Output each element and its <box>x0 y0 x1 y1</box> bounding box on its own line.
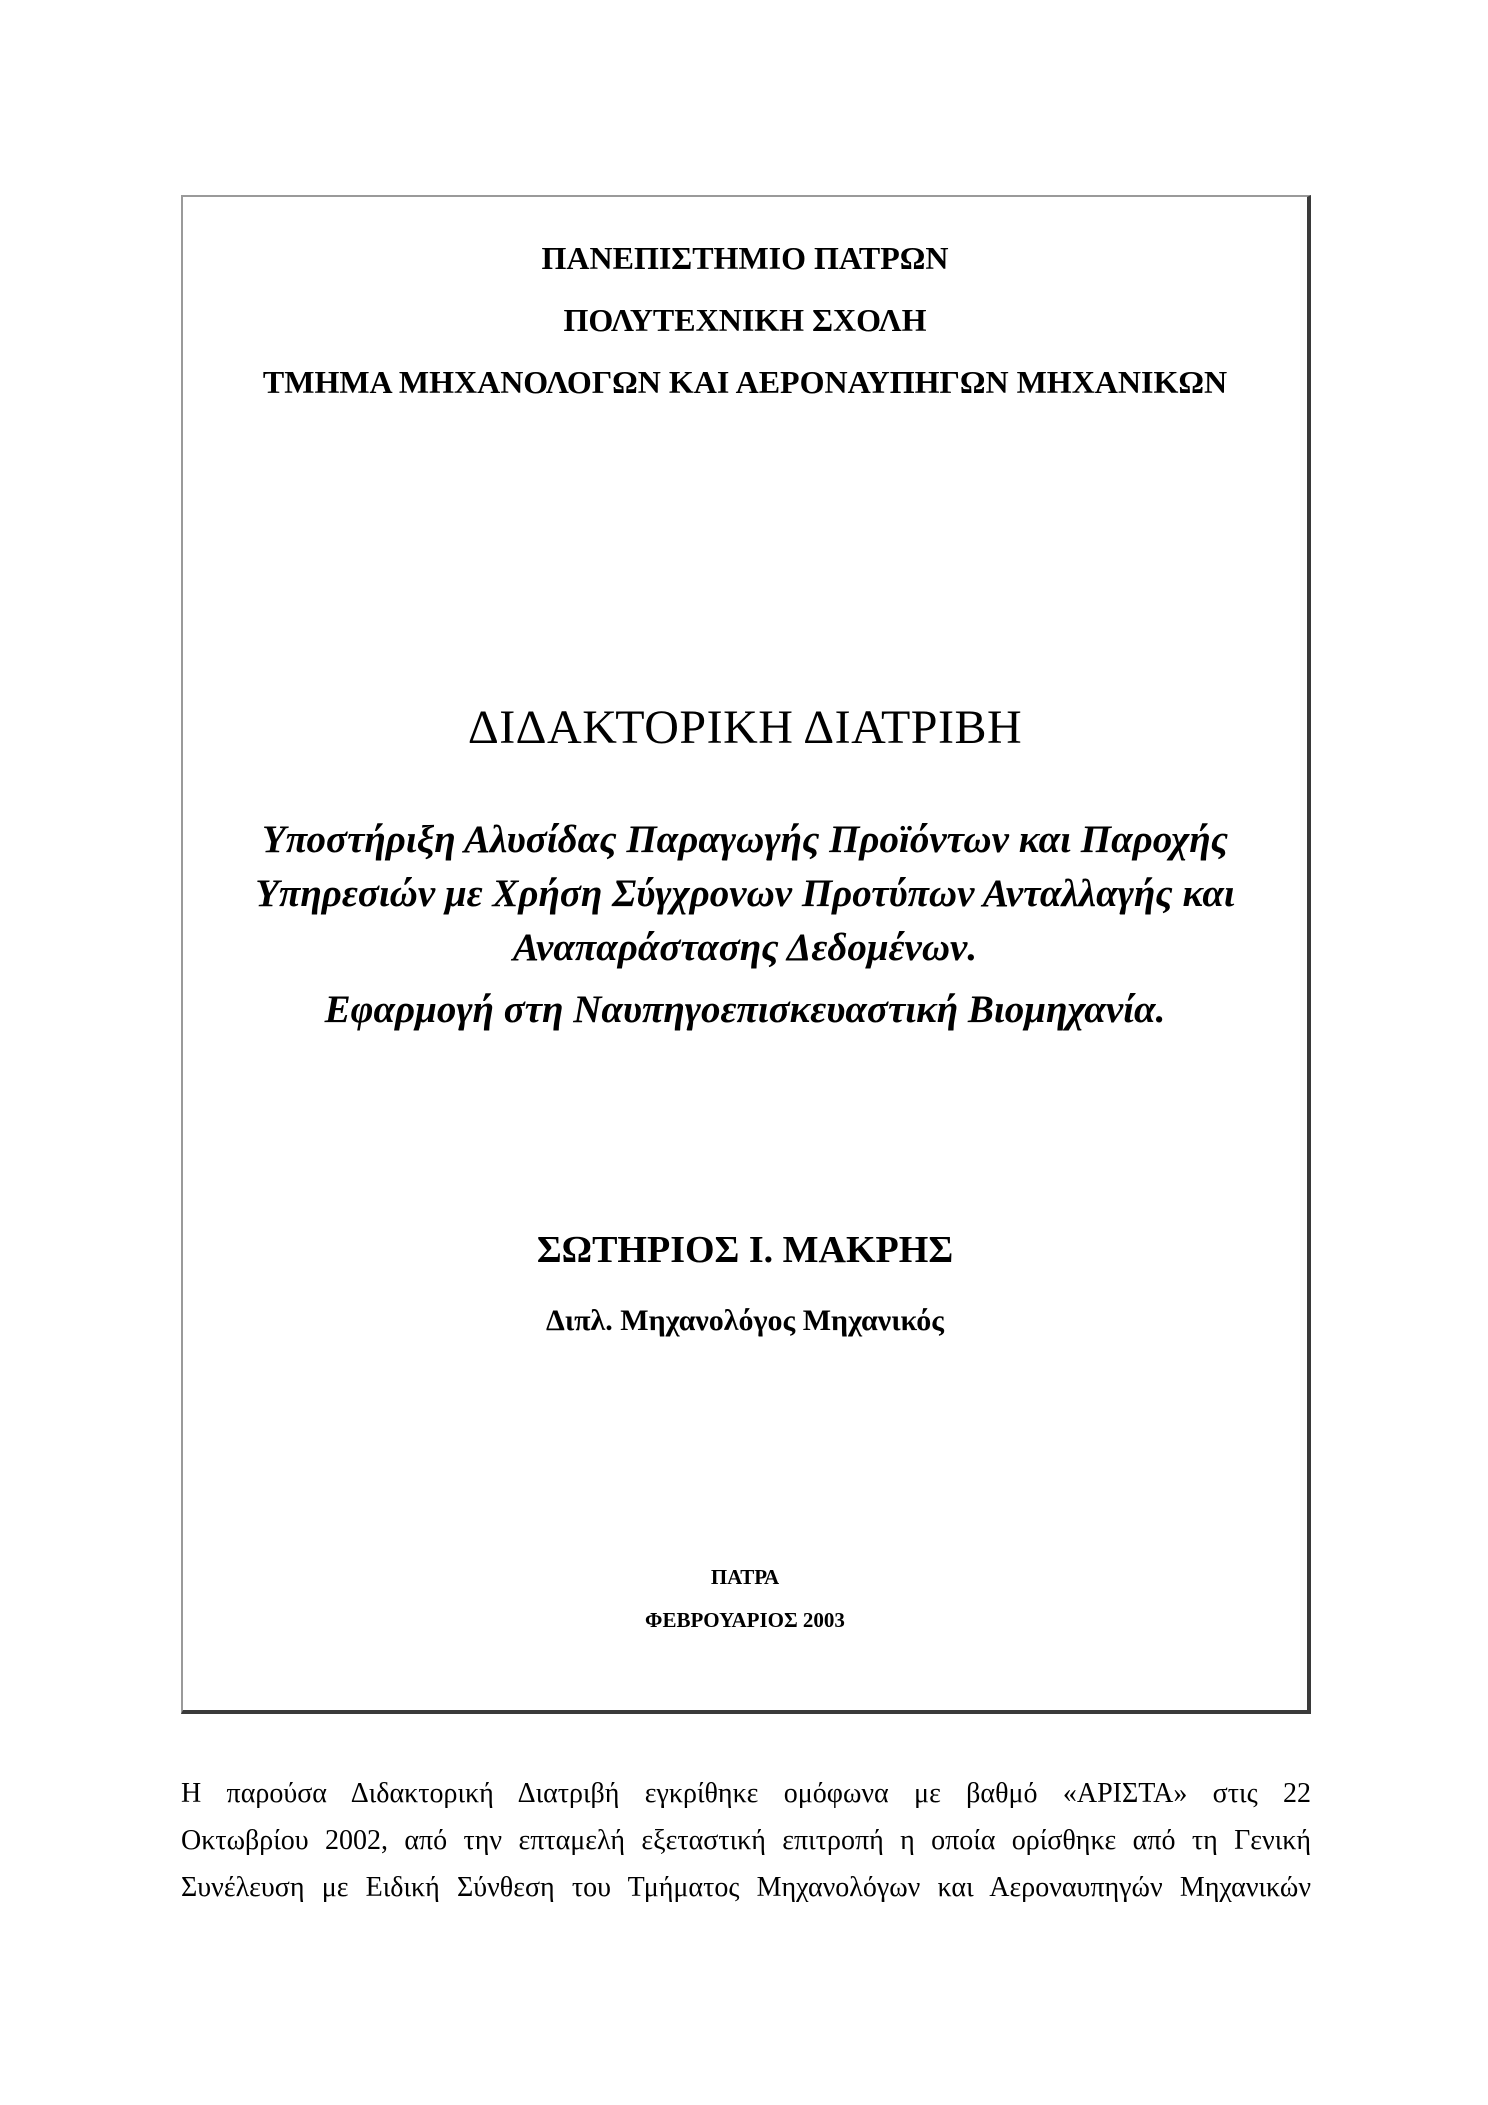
title-line-1: Υποστήριξη Αλυσίδας Παραγωγής Προϊόντων και Παροχής <box>262 818 1228 861</box>
approval-paragraph <box>181 1770 1311 1911</box>
title-line-3: Αναπαράστασης Δεδομένων. <box>512 926 978 969</box>
author-name: ΣΩΤΗΡΙΟΣ Ι. ΜΑΚΡΗΣ <box>536 1229 954 1271</box>
thesis-type: ΔΙΔΑΚΤΟΡΙΚΗ ΔΙΑΤΡΙΒΗ <box>467 701 1023 754</box>
title-line-2: Υπηρεσιών με Χρήση Σύγχρονων Προτύπων Ανταλλαγής και <box>255 872 1235 915</box>
author-degree: Διπλ. Μηχανολόγος Μηχανικός <box>546 1304 944 1337</box>
university-name: ΠΑΝΕΠΙΣΤΗΜΙΟ ΠΑΤΡΩΝ <box>541 240 949 276</box>
subtitle: Εφαρμογή στη Ναυπηγοεπισκευαστική Βιομηχανία. <box>324 988 1166 1031</box>
school-name: ΠΟΛΥΤΕΧΝΙΚΗ ΣΧΟΛΗ <box>563 302 927 338</box>
date: ΦΕΒΡΟΥΑΡΙΟΣ 2003 <box>645 1608 845 1632</box>
approval-line: Οκτωβρίου 2002, από την επταμελή εξεταστική επιτροπή η οποία ορίσθηκε από τη Γενική <box>181 1825 1311 1856</box>
approval-line: Συνέλευση με Ειδική Σύνθεση του Τμήματος Μηχανολόγων και Αεροναυπηγών Μηχανικών <box>181 1872 1311 1903</box>
department-name: ΤΜΗΜΑ ΜΗΧΑΝΟΛΟΓΩΝ ΚΑΙ ΑΕΡΟΝΑΥΠΗΓΩΝ ΜΗΧΑΝΙΚΩΝ <box>262 364 1228 400</box>
approval-line: Η παρούσα Διδακτορική Διατριβή εγκρίθηκε ομόφωνα με βαθμό «ΑΡΙΣΤΑ» στις 22 <box>181 1778 1311 1809</box>
city: ΠΑΤΡΑ <box>710 1565 780 1589</box>
